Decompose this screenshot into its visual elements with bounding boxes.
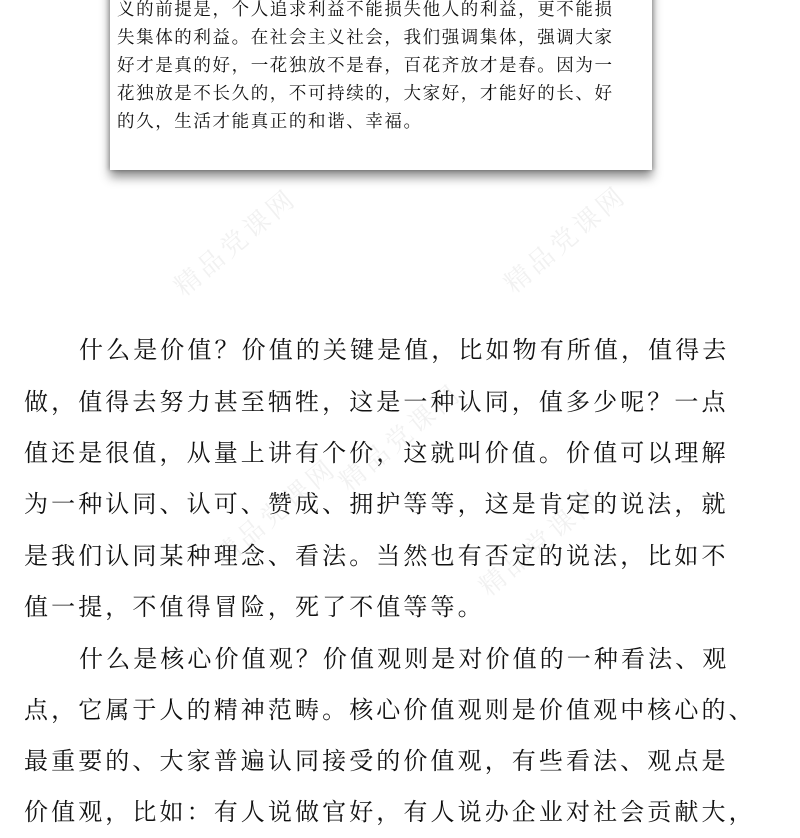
- paragraph-line: 是我们认同某种理念、看法。当然也有否定的说法，比如不: [24, 542, 729, 570]
- paragraph-line: 什么是核心价值观？价值观则是对价值的一种看法、观: [79, 645, 730, 673]
- quote-line: 义的前提是，个人追求利益不能损失他人的利益，更不能损: [117, 0, 614, 20]
- paragraph-line: 什么是价值？价值的关键是值，比如物有所值，值得去: [79, 336, 730, 364]
- paragraph-line: 最重要的、大家普遍认同接受的价值观，有些看法、观点是: [24, 747, 729, 775]
- watermark: 精品党课网: [473, 483, 609, 603]
- watermark: 精品党课网: [208, 453, 344, 573]
- paragraph-line: 点，它属于人的精神范畴。核心价值观则是价值观中核心的、: [24, 696, 756, 724]
- paragraph-line: 值一提，不值得冒险，死了不值等等。: [24, 593, 485, 621]
- watermark: 精品党课网: [333, 378, 469, 498]
- paragraph-line: 做，值得去努力甚至牺牲，这是一种认同，值多少呢？一点: [24, 388, 729, 416]
- watermark: 精品党课网: [168, 183, 304, 303]
- quote-line: 好才是真的好，一花独放不是春，百花齐放才是春。因为一: [117, 56, 614, 76]
- quote-line: 失集体的利益。在社会主义社会，我们强调集体，强调大家: [117, 28, 614, 48]
- paragraph-line: 值还是很值，从量上讲有个价，这就叫价值。价值可以理解: [24, 439, 729, 467]
- watermark: 精品党课网: [498, 180, 634, 300]
- paragraph-line: 价值观，比如：有人说做官好，有人说办企业对社会贡献大，: [24, 798, 756, 826]
- quote-line: 花独放是不长久的，不可持续的，大家好，才能好的长、好: [117, 84, 614, 104]
- quote-line: 的久，生活才能真正的和谐、幸福。: [117, 112, 423, 132]
- paragraph-line: 为一种认同、认可、赞成、拥护等等，这是肯定的说法，就: [24, 490, 729, 518]
